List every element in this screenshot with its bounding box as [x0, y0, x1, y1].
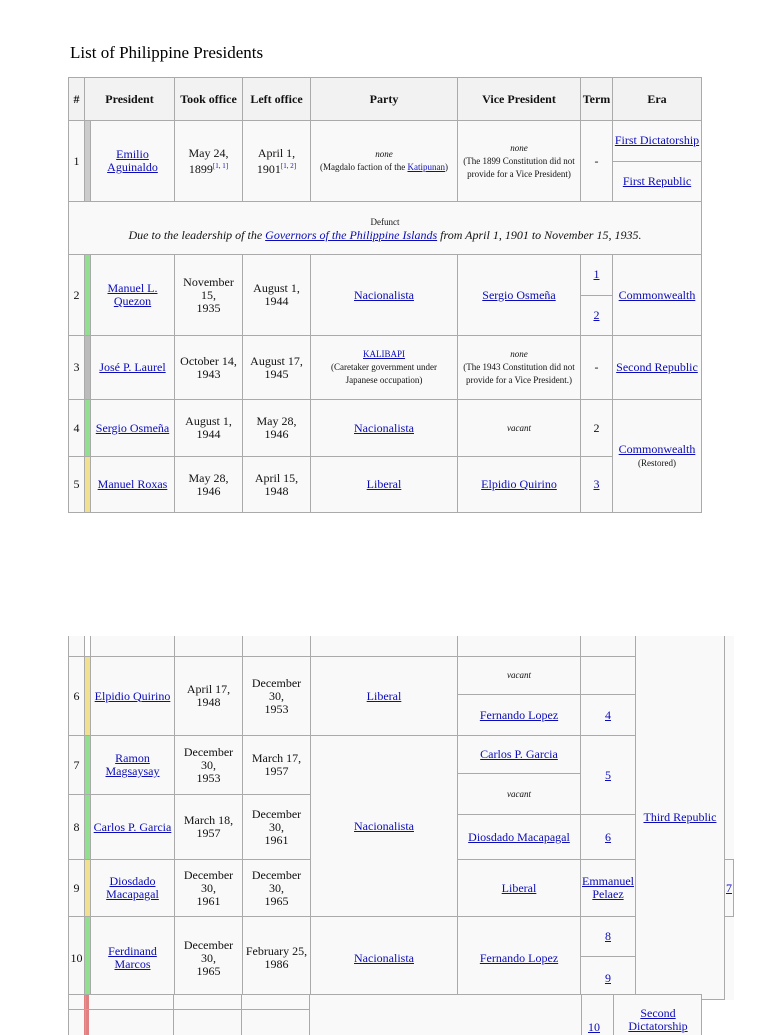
president-name: [91, 121, 175, 202]
party-link[interactable]: Nacionalista: [354, 420, 414, 435]
took-office: March 18, 1957: [175, 795, 243, 860]
row-number: 8: [69, 795, 85, 860]
party-cell: [311, 457, 458, 513]
era-link[interactable]: Second Republic: [616, 360, 698, 374]
left-office: March 17, 1957: [243, 736, 311, 795]
vice-president-cell: [458, 457, 581, 513]
party-link[interactable]: Nacionalista: [354, 950, 414, 965]
vice-president-link[interactable]: Sergio Osmeña: [482, 287, 556, 302]
president-link[interactable]: Diosdado Macapagal: [106, 874, 159, 901]
row-number: 2: [69, 255, 85, 336]
row-number: 6: [69, 657, 85, 736]
term-cell: -: [581, 336, 613, 400]
left-office: April 1, 1901[1, 2]: [243, 121, 311, 202]
party-cell: [311, 736, 458, 917]
row-number: 4: [69, 400, 85, 457]
term-link[interactable]: 6: [604, 829, 611, 844]
era-cell: Commonwealth (Restored): [613, 400, 702, 513]
vice-president-link[interactable]: Diosdado Macapagal: [468, 829, 570, 844]
vice-president-cell: none (The 1899 Constitution did not provide for a Vice President): [458, 121, 581, 202]
term-link[interactable]: 5: [604, 767, 611, 782]
left-office: April 15, 1948: [243, 457, 311, 513]
row-number: 9: [69, 860, 85, 917]
term-link[interactable]: 4: [604, 707, 611, 722]
vice-president-cell: vacant: [458, 774, 581, 815]
clipped-bottom-row: [68, 994, 702, 1035]
president-name: [91, 400, 175, 457]
vice-president-cell: [581, 860, 636, 917]
clipped-row: [69, 636, 734, 657]
term-cell: [581, 295, 613, 336]
president-link[interactable]: Elpidio Quirino: [94, 688, 171, 703]
vice-president-link[interactable]: Carlos P. Garcia: [480, 747, 558, 761]
took-office: May 28, 1946: [175, 457, 243, 513]
president-link[interactable]: Carlos P. Garcia: [93, 819, 172, 834]
president-name: [91, 736, 175, 795]
left-office: August 1, 1944: [243, 255, 311, 336]
row-number: 5: [69, 457, 85, 513]
vice-president-cell: none (The 1943 Constitution did not provide for a Vice President.): [458, 336, 581, 400]
table-row: [69, 121, 702, 162]
row-number: 7: [69, 736, 85, 795]
term-cell: [581, 917, 636, 957]
president-link[interactable]: Manuel L. Quezon: [107, 281, 158, 308]
header-era: Era: [613, 78, 702, 121]
left-office: May 28, 1946: [243, 400, 311, 457]
term-cell: [581, 736, 636, 815]
term-cell: [724, 860, 733, 917]
vice-president-cell: [458, 815, 581, 860]
era-cell: [613, 255, 702, 336]
term-link[interactable]: 1: [593, 267, 600, 282]
party-link[interactable]: Liberal: [501, 880, 537, 895]
era-cell: [613, 336, 702, 400]
took-office: December 30, 1961: [175, 860, 243, 917]
presidents-table-bottom: [68, 636, 734, 1000]
table-row: [69, 457, 702, 513]
party-cell: [458, 860, 581, 917]
took-office: December 30, 1965: [175, 917, 243, 1000]
defunct-row: [69, 202, 702, 255]
president-link[interactable]: Ramon Magsaysay: [105, 751, 160, 778]
party-cell: KALIBAPI (Caretaker government under Japanese occupation): [311, 336, 458, 400]
party-link[interactable]: Liberal: [366, 688, 402, 703]
president-name: [91, 336, 175, 400]
table-row: [69, 400, 702, 457]
era-link[interactable]: First Republic: [622, 173, 692, 188]
took-office: August 1, 1944: [175, 400, 243, 457]
vice-president-cell: [458, 736, 581, 774]
president-name: [91, 657, 175, 736]
row-number: 1: [69, 121, 85, 202]
table-row: [69, 336, 702, 400]
term-link[interactable]: 9: [604, 970, 611, 985]
vice-president-cell: [458, 917, 581, 1000]
president-name: [91, 860, 175, 917]
governors-link[interactable]: Governors of the Philippine Islands: [265, 227, 438, 242]
table-row: [69, 736, 734, 774]
left-office: February 25, 1986: [243, 917, 311, 1000]
vice-president-link[interactable]: Fernando Lopez: [479, 707, 559, 722]
party-cell: none (Magdalo faction of the Katipunan): [311, 121, 458, 202]
header-term: Term: [581, 78, 613, 121]
party-link[interactable]: Nacionalista: [354, 287, 414, 302]
vice-president-link[interactable]: Emmanuel Pelaez: [582, 874, 634, 901]
took-office: December 30, 1953: [175, 736, 243, 795]
vice-president-cell: vacant: [458, 400, 581, 457]
term-cell: [581, 457, 613, 513]
party-cell: [311, 917, 458, 1000]
header-number: #: [69, 78, 85, 121]
term-link[interactable]: 10: [588, 1020, 600, 1034]
party-cell: [311, 657, 458, 736]
term-link[interactable]: 8: [604, 929, 611, 944]
president-name: [91, 457, 175, 513]
party-link[interactable]: Nacionalista: [354, 818, 414, 833]
took-office: May 24, 1899[1, 1]: [175, 121, 243, 202]
era-link[interactable]: Commonwealth: [618, 287, 696, 302]
left-office: December 30, 1965: [243, 860, 311, 917]
table-row: [69, 917, 734, 957]
vice-president-cell: [458, 695, 581, 736]
header-left-office: Left office: [243, 78, 311, 121]
header-took-office: Took office: [175, 78, 243, 121]
header-vice-president: Vice President: [458, 78, 581, 121]
left-office: December 30, 1961: [243, 795, 311, 860]
party-link[interactable]: KALIBAPI: [363, 349, 405, 359]
president-name: [91, 255, 175, 336]
president-name: [91, 795, 175, 860]
president-link[interactable]: Emilio Aguinaldo: [107, 147, 158, 174]
vice-president-link[interactable]: Fernando Lopez: [479, 950, 559, 965]
era-cell: [613, 121, 702, 162]
row-number: 3: [69, 336, 85, 400]
term-link[interactable]: 7: [725, 880, 732, 895]
defunct-note: Defunct Due to the leadership of the Governors of the Philippine Islands from April 1, 1901 to November 15, 1935.: [69, 202, 702, 255]
era-cell: [613, 161, 702, 202]
term-cell: -: [581, 121, 613, 202]
term-link[interactable]: 3: [593, 477, 600, 491]
table-row: [69, 255, 702, 296]
president-link[interactable]: Manuel Roxas: [97, 477, 168, 491]
party-cell: [311, 400, 458, 457]
took-office: April 17, 1948: [175, 657, 243, 736]
vice-president-link[interactable]: Elpidio Quirino: [481, 477, 557, 491]
president-name: [91, 917, 175, 1000]
era-link[interactable]: First Dictatorship: [614, 133, 700, 148]
term-cell: 2: [581, 400, 613, 457]
term-link[interactable]: 2: [593, 307, 600, 322]
took-office: November 15, 1935: [175, 255, 243, 336]
vice-president-cell: [458, 255, 581, 336]
row-number: 10: [69, 917, 85, 1000]
era-link[interactable]: Third Republic: [643, 810, 717, 824]
page-title: List of Philippine Presidents: [70, 43, 264, 62]
term-cell: [581, 695, 636, 736]
president-link[interactable]: José P. Laurel: [99, 360, 166, 374]
term-cell: [581, 815, 636, 860]
header-president: President: [85, 78, 175, 121]
era-link[interactable]: Commonwealth: [618, 442, 696, 456]
term-cell: [581, 657, 636, 695]
era-link[interactable]: Second Dictatorship: [628, 1006, 688, 1033]
president-link[interactable]: Sergio Osmeña: [95, 420, 170, 435]
party-link[interactable]: Liberal: [366, 477, 402, 491]
header-row: [69, 78, 702, 121]
party-cell: [311, 255, 458, 336]
left-office: December 30, 1953: [243, 657, 311, 736]
president-link[interactable]: Ferdinand Marcos: [108, 944, 157, 971]
left-office: August 17, 1945: [243, 336, 311, 400]
era-cell: [635, 636, 724, 1000]
took-office: October 14, 1943: [175, 336, 243, 400]
table-row: [69, 657, 734, 695]
vice-president-cell: vacant: [458, 657, 581, 695]
term-cell: [581, 255, 613, 296]
header-party: Party: [311, 78, 458, 121]
presidents-table-top: [68, 77, 702, 513]
party-link[interactable]: Katipunan: [407, 162, 445, 172]
